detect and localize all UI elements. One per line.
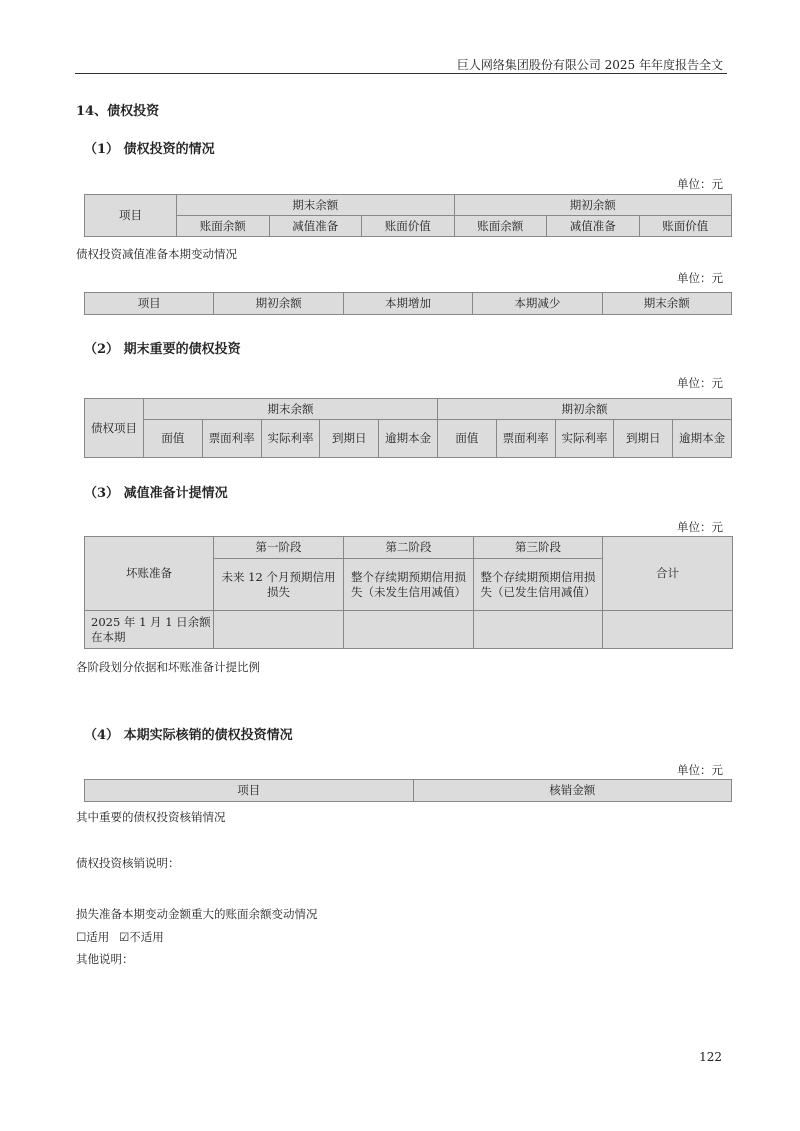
header-col: 期初余额: [214, 293, 343, 315]
header-col: 项目: [85, 293, 214, 315]
cell-empty: [214, 611, 344, 649]
header-col: 减值准备: [547, 216, 640, 237]
header-col: 逾期本金: [673, 420, 732, 458]
header-col: 账面价值: [362, 216, 455, 237]
subsection-3-title: （3） 减值准备计提情况: [84, 486, 228, 501]
cell-empty: [603, 611, 733, 649]
header-col: 票面利率: [496, 420, 555, 458]
header-col: 到期日: [320, 420, 379, 458]
header-item: 项目: [85, 195, 177, 237]
header-col: 项目: [85, 780, 414, 802]
header-col: 本期减少: [473, 293, 602, 315]
header-total: 合计: [603, 537, 733, 611]
header-stage-2-desc: 整个存续期预期信用损失（未发生信用减值）: [344, 559, 474, 611]
header-col: 到期日: [614, 420, 673, 458]
note-important-write-off: 其中重要的债权投资核销情况: [76, 810, 226, 824]
header-beginning-balance: 期初余额: [437, 399, 731, 420]
header-stage-1: 第一阶段: [214, 537, 344, 559]
header-col: 实际利率: [261, 420, 320, 458]
cell-empty: [344, 611, 474, 649]
header-col: 本期增加: [343, 293, 472, 315]
section-title: 14、债权投资: [76, 104, 160, 119]
header-col: 期末余额: [602, 293, 731, 315]
page-header-title: 巨人网络集团股份有限公司 2025 年年度报告全文: [456, 58, 723, 72]
header-col: 账面价值: [639, 216, 732, 237]
note-write-off-explanation: 债权投资核销说明：: [76, 856, 180, 870]
unit-label-3: 单位：元: [677, 520, 723, 534]
note-impairment-change: 债权投资减值准备本期变动情况: [76, 247, 237, 261]
subsection-4-title: （4） 本期实际核销的债权投资情况: [84, 728, 293, 743]
note-stage-basis: 各阶段划分依据和坏账准备计提比例: [76, 660, 260, 674]
note-loss-provision-change: 损失准备本期变动金额重大的账面余额变动情况: [76, 907, 318, 921]
checkbox-applicable: ☐适用: [76, 930, 110, 944]
subsection-2-title: （2） 期末重要的债权投资: [84, 342, 241, 357]
impairment-change-table: [84, 292, 732, 315]
header-stage-3: 第三阶段: [474, 537, 603, 559]
header-col: 账面余额: [454, 216, 547, 237]
header-col: 账面余额: [177, 216, 270, 237]
write-off-table: [84, 779, 732, 802]
cell-empty: [474, 611, 603, 649]
header-col: 核销金额: [413, 780, 732, 802]
impairment-provision-table: [84, 536, 733, 649]
significant-debt-investment-table: [84, 398, 732, 458]
header-stage-3-desc: 整个存续期预期信用损失（已发生信用减值）: [474, 559, 603, 611]
header-stage-2: 第二阶段: [344, 537, 474, 559]
header-col: 票面利率: [202, 420, 261, 458]
unit-label-2: 单位：元: [677, 376, 723, 390]
header-ending-balance: 期末余额: [177, 195, 455, 216]
header-beginning-balance: 期初余额: [454, 195, 732, 216]
header-item: 债权项目: [85, 399, 144, 458]
unit-label-1b: 单位：元: [677, 271, 723, 285]
header-ending-balance: 期末余额: [144, 399, 438, 420]
header-col: 实际利率: [555, 420, 614, 458]
debt-investment-table: [84, 194, 732, 237]
header-col: 减值准备: [269, 216, 362, 237]
header-stage-1-desc: 未来 12 个月预期信用损失: [214, 559, 344, 611]
header-col: 面值: [437, 420, 496, 458]
header-col: 逾期本金: [379, 420, 438, 458]
note-other: 其他说明：: [76, 952, 134, 966]
unit-label-1: 单位：元: [677, 177, 723, 191]
unit-label-4: 单位：元: [677, 763, 723, 777]
row-label-opening-balance: 2025 年 1 月 1 日余额在本期: [85, 611, 214, 649]
page-number: 122: [699, 1050, 722, 1064]
header-col: 面值: [144, 420, 203, 458]
checkbox-not-applicable: ☑不适用: [118, 930, 164, 944]
applicability-checkboxes: [76, 929, 164, 945]
header-divider: [75, 73, 727, 74]
header-bad-debt: 坏账准备: [85, 537, 214, 611]
subsection-1-title: （1） 债权投资的情况: [84, 142, 215, 157]
